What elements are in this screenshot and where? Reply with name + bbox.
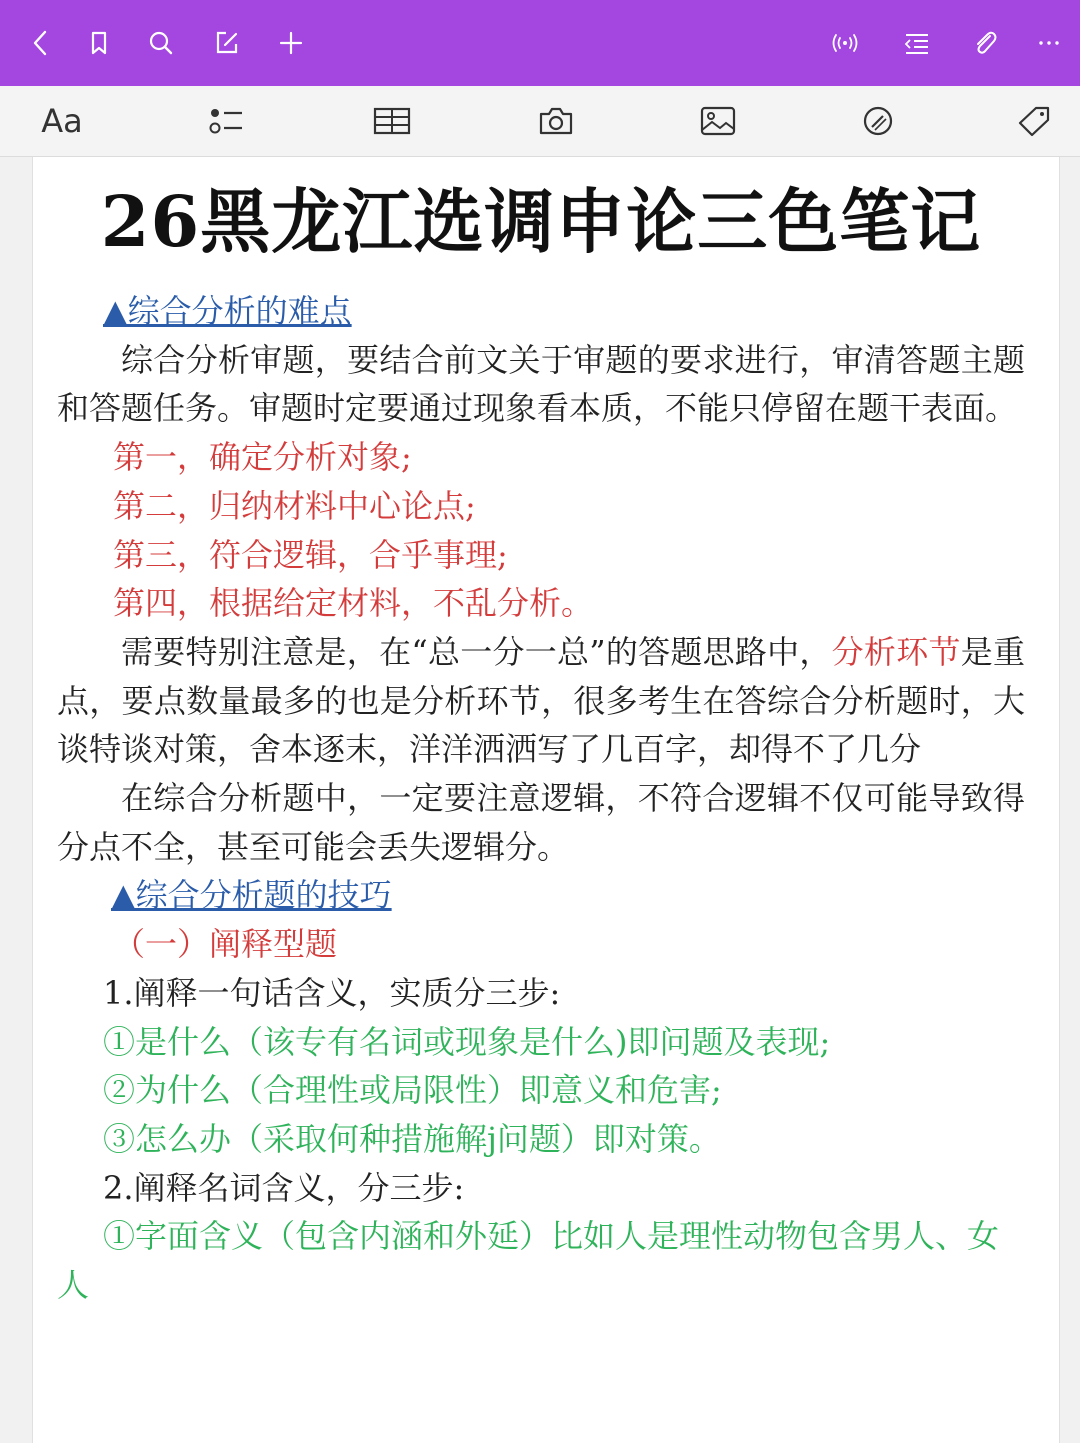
note-page[interactable] <box>32 157 1060 1443</box>
more-icon[interactable] <box>1026 20 1072 66</box>
pen-icon[interactable] <box>848 96 908 146</box>
red-point-3: 第三，符合逻辑，合乎事理; <box>113 535 508 574</box>
paragraph-logic: 在综合分析题中，一定要注意逻辑，不符合逻辑不仅可能导致得分点不全，甚至可能会丢失逻辑分。 <box>57 779 1025 866</box>
image-icon[interactable] <box>688 96 748 146</box>
text-format-button[interactable] <box>32 96 92 146</box>
para2-end: 是重点，要点数量最多的也是分析环节，很多考生在答综合分析题时，大谈特谈对策，舍本逐末，洋洋洒洒写了几百字，却得不了几分 <box>57 632 1025 769</box>
font-label: Aa <box>41 102 83 140</box>
bookmark-icon[interactable] <box>76 20 122 66</box>
green-point-2: ②为什么（合理性或局限性）即意义和危害; <box>103 1071 722 1110</box>
search-icon[interactable] <box>138 20 184 66</box>
section-heading-techniques[interactable]: ▲综合分析题的技巧 <box>111 876 392 915</box>
green-point-literal: ①字面含义（包含内涵和外延）比如人是理性动物包含男人、女人 <box>57 1217 1000 1305</box>
attachment-icon[interactable] <box>962 20 1008 66</box>
item-1: 1.阐释一句话含义，实质分三步: <box>103 973 561 1012</box>
red-point-1: 第一，确定分析对象; <box>113 438 412 477</box>
red-point-2: 第二，归纳材料中心论点; <box>113 486 476 525</box>
green-point-1: ①是什么（该专有名词或现象是什么)即问题及表现; <box>103 1022 831 1061</box>
add-icon[interactable] <box>268 20 314 66</box>
table-icon[interactable] <box>362 96 422 146</box>
edit-icon[interactable] <box>204 20 250 66</box>
broadcast-icon[interactable] <box>822 20 868 66</box>
formatting-toolbar <box>0 86 1080 157</box>
note-content[interactable] <box>57 157 1025 1310</box>
sub-heading-interpretation: （一）阐释型题 <box>113 925 338 964</box>
item-2: 2.阐释名词含义，分三步: <box>103 1168 465 1207</box>
tag-icon[interactable] <box>1004 96 1064 146</box>
para2-highlight: 分析环节 <box>831 632 961 671</box>
top-app-bar <box>0 0 1080 86</box>
green-point-3: ③怎么办（采取何种措施解j问题）即对策。 <box>103 1119 721 1158</box>
camera-icon[interactable] <box>526 96 586 146</box>
paragraph-review: 综合分析审题，要结合前文关于审题的要求进行，审清答题主题和答题任务。审题时定要通过现象看本质，不能只停留在题干表面。 <box>57 340 1025 428</box>
page-title: 26黑龙江选调申论三色笔记 <box>100 180 982 263</box>
checklist-icon[interactable] <box>196 96 256 146</box>
back-icon[interactable] <box>18 20 64 66</box>
para2-start: 需要特别注意是，在“总一分一总”的答题思路中， <box>121 632 832 671</box>
outline-icon[interactable] <box>894 20 940 66</box>
paragraph-analysis-focus <box>57 628 1025 774</box>
red-point-4: 第四，根据给定材料，不乱分析。 <box>113 584 594 623</box>
section-heading-difficulty[interactable]: ▲综合分析的难点 <box>103 292 352 330</box>
